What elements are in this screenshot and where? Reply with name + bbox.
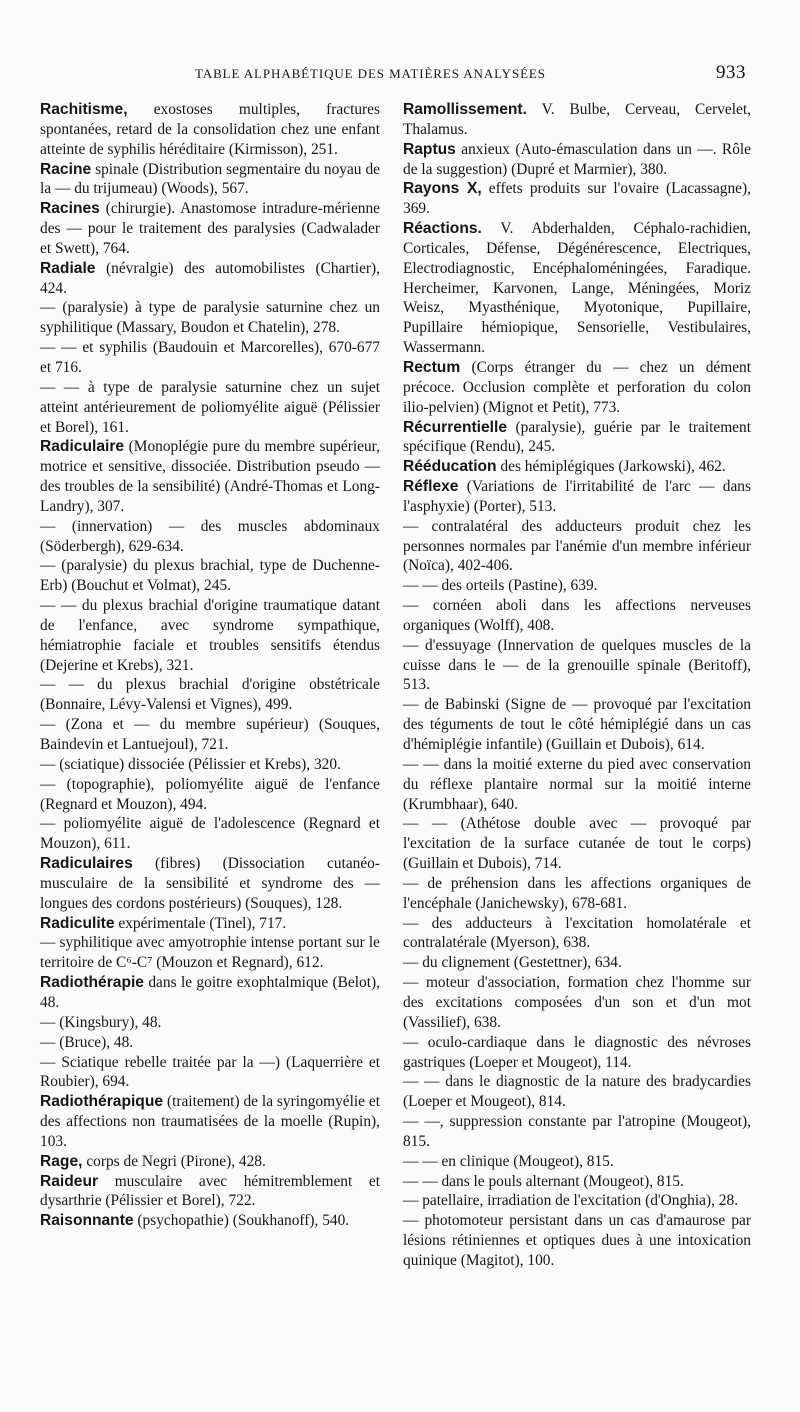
index-entry [40, 160, 380, 200]
entry-text: spinale (Distribution segmentaire du noyau de la — du trijumeau) (Woods), 567. [40, 160, 380, 198]
entry-text: — (innervation) — des muscles abdominaux (Söderbergh), 629-634. [40, 517, 380, 555]
index-entry [40, 854, 380, 914]
index-entry [403, 695, 751, 755]
entry-text: — (topographie), poliomyélite aiguë de l'enfance (Regnard et Mouzon), 494. [40, 775, 380, 813]
entry-text: — photomoteur persistant dans un cas d'amaurose par lésions rétiniennes et optiques dues à une intoxication quinique (Magitot), 100. [403, 1212, 751, 1269]
entry-text: — (Kingsbury), 48. [40, 1013, 162, 1031]
index-entry [403, 457, 751, 477]
page-number: 933 [716, 62, 746, 83]
index-entry [403, 418, 751, 458]
index-entry [403, 1191, 751, 1211]
index-entry [40, 1053, 380, 1093]
index-entry [403, 874, 751, 914]
entry-headword: Rééducation [403, 458, 497, 476]
entry-headword: Rayons X, [403, 180, 482, 198]
entry-text: — patellaire, irradiation de l'excitation (d'Onghia), 28. [403, 1192, 739, 1210]
entry-headword: Réflexe [403, 478, 459, 496]
entry-text: — — du plexus brachial d'origine traumatique datant de l'enfance, avec syndrome sympathique, hémiatrophie faciale et troubles sensitifs étendus (Dejerine et Krebs), 321. [40, 597, 380, 674]
entry-headword: Raptus [403, 140, 456, 158]
entry-text: — — du plexus brachial d'origine obstétricale (Bonnaire, Lévy-Valensi et Vignes), 499. [40, 676, 380, 714]
entry-headword: Radiculaire [40, 438, 125, 456]
index-entry [40, 775, 380, 815]
index-entry [40, 755, 380, 775]
entry-headword: Racines [40, 200, 100, 218]
entry-text: — contralatéral des adducteurs produit chez les personnes normales par l'anémie d'un membre inférieur (Noïca), 402-406. [403, 517, 751, 575]
entry-headword: Radiculite [40, 914, 115, 932]
entry-headword: Rectum [403, 358, 461, 376]
entry-text: — poliomyélite aiguë de l'adolescence (Regnard et Mouzon), 611. [40, 815, 380, 853]
entry-text: V. Abderhalden, Céphalo-rachidien, Corticales, Défense, Dégénérescence, Electriques, Electrodiagnostic, Encéphaloméningées, Faradique. Hercheimer, Karvonen, Lange, Méningées, Moriz Weisz, Myasthénique, Myotonique, Pupillaire, Pupillaire hémiopique, Sensorielle, Vestibulaires, Wassermann. [403, 220, 751, 357]
entry-text: — oculo-cardiaque dans le diagnostic des névroses gastriques (Loeper et Mougeot), 114. [403, 1033, 751, 1071]
entry-text: (Corps étranger du — chez un dément précoce. Occlusion complète et perforation du colon ilio-pelvien) (Mignot et Petit), 773. [403, 358, 751, 416]
index-entry [40, 338, 380, 378]
entry-headword: Radiculaires [40, 855, 133, 873]
index-entry [40, 1092, 380, 1152]
entry-text: — (paralysie) du plexus brachial, type de Duchenne-Erb) (Bouchut et Volmat), 245. [40, 557, 380, 595]
entry-headword: Récurrentielle [403, 418, 508, 436]
index-entry [40, 100, 380, 160]
entry-text: effets produits sur l'ovaire (Lacassagne), 369. [403, 180, 751, 218]
entry-headword: Radiothérapie [40, 974, 144, 992]
entry-text: anxieux (Auto-émasculation dans un —. Rôle de la suggestion) (Dupré et Marmier), 380. [403, 140, 751, 178]
entry-text: — — dans la moitié externe du pied avec conservation du réflexe plantaire normal sur la moitié interne (Krumbhaar), 640. [403, 755, 751, 813]
entry-text: — (Zona et — du membre supérieur) (Souques, Baindevin et Lantuejoul), 721. [40, 716, 380, 753]
entry-text: exostoses multiples, fractures spontanées, retard de la consolidation chez une enfant atteinte de syphilis héréditaire (Kirmisson), 251. [40, 101, 380, 158]
index-entry [40, 914, 380, 934]
entry-text: — des adducteurs à l'excitation homolatérale et contralatérale (Myerson), 638. [403, 914, 751, 952]
entry-text: — du clignement (Gestettner), 634. [403, 954, 622, 972]
index-entry [403, 755, 751, 815]
entry-text: V. Bulbe, Cerveau, Cervelet, Thalamus. [403, 101, 751, 138]
entry-text: — syphilitique avec amyotrophie intense portant sur le territoire de C⁶-C⁷ (Mouzon et Regnard), 612. [40, 934, 380, 972]
entry-headword: Réactions. [403, 220, 482, 238]
entry-text: — moteur d'association, formation chez l'homme sur des excitations composées d'un son et d'un mot (Vassilief), 638. [403, 974, 751, 1031]
left-column [40, 100, 380, 1231]
index-entry [403, 1033, 751, 1073]
index-entry [40, 378, 380, 438]
index-entry [403, 219, 751, 358]
entry-text: — — en clinique (Mougeot), 815. [403, 1152, 614, 1170]
index-entry [40, 1013, 380, 1033]
index-entry [40, 199, 380, 259]
index-entry [40, 814, 380, 854]
index-entry [40, 675, 380, 715]
index-entry [403, 914, 751, 954]
index-entry [403, 100, 751, 140]
index-entry [403, 179, 751, 219]
index-entry [40, 715, 380, 755]
entry-text: musculaire avec hémitremblement et dysarthrie (Pélissier et Borel), 722. [40, 1172, 380, 1210]
index-entry [403, 477, 751, 517]
index-entry [403, 140, 751, 180]
index-entry [40, 973, 380, 1013]
index-entry [40, 437, 380, 516]
entry-text: (paralysie), guérie par le traitement spécifique (Rendu), 245. [403, 418, 751, 456]
index-entry [40, 1211, 380, 1231]
entry-text: — — des orteils (Pastine), 639. [403, 577, 598, 595]
entry-text: dans le goitre exophtalmique (Belot), 48. [40, 974, 380, 1011]
entry-text: (psychopathie) (Soukhanoff), 540. [133, 1212, 350, 1230]
entry-text: (traitement) de la syringomyélie et des affections non traumatisées de la moelle (Rupin), 103. [40, 1093, 380, 1150]
index-entry [403, 814, 751, 874]
entry-text: (chirurgie). Anastomose intradure-mérienne des — pour le traitement des paralysies (Cadwalader et Swett), 764. [40, 200, 380, 257]
index-entry [40, 517, 380, 557]
entry-text: — (Bruce), 48. [40, 1033, 134, 1051]
entry-text: (fibres) (Dissociation cutanéo-musculaire de la sensibilité et syndrome des — longues des cordons postérieurs) (Souques), 128. [40, 855, 380, 912]
entry-headword: Racine [40, 160, 92, 178]
entry-text: (Monoplégie pure du membre supérieur, motrice et sensitive, dissociée. Distribution pseudo — des troubles de la sensibilité) (André-Thomas et Long-Landry), 307. [40, 438, 380, 515]
entry-text: — —, suppression constante par l'atropine (Mougeot), 815. [403, 1113, 751, 1150]
index-entry [403, 1072, 751, 1112]
entry-text: — de Babinski (Signe de — provoqué par l'excitation des téguments de tout le côté hémiplégié dans un cas d'hémiplégie infantile) (Guillain et Dubois), 614. [403, 696, 751, 753]
index-entry [40, 1172, 380, 1212]
entry-headword: Ramollissement. [403, 101, 527, 118]
index-entry [40, 933, 380, 973]
index-entry [40, 298, 380, 338]
index-entry [403, 1211, 751, 1271]
entry-text: (névralgie) des automobilistes (Chartier), 424. [40, 259, 380, 297]
index-entry [403, 596, 751, 636]
entry-text: — d'essuyage (Innervation de quelques muscles de la cuisse dans le — de la grenouille spinale (Beritoff), 513. [403, 636, 751, 694]
entry-text: — — à type de paralysie saturnine chez un sujet atteint antérieurement de poliomyélite aiguë (Pélissier et Borel), 161. [40, 378, 380, 436]
index-entry [403, 576, 751, 596]
index-entry [403, 1172, 751, 1192]
entry-text: — (sciatique) dissociée (Pélissier et Krebs), 320. [40, 755, 341, 773]
entry-headword: Radiothérapique [40, 1093, 164, 1111]
entry-headword: Rage, [40, 1152, 83, 1170]
entry-text: (Variations de l'irritabilité de l'arc — dans l'asphyxie) (Porter), 513. [403, 478, 751, 515]
index-entry [403, 636, 751, 696]
entry-text: — — (Athétose double avec — provoqué par l'excitation de la surface cutanée de tout le corps) (Guillain et Dubois), 714. [403, 815, 751, 873]
index-entry [40, 259, 380, 299]
index-entry [403, 1152, 751, 1172]
index-entry [403, 1112, 751, 1152]
entry-text: — — dans le pouls alternant (Mougeot), 815. [403, 1172, 684, 1190]
running-title: TABLE ALPHABÉTIQUE DES MATIÈRES ANALYSÉES [195, 66, 546, 81]
entry-headword: Raideur [40, 1172, 99, 1190]
index-entry [40, 596, 380, 675]
index-entry [40, 556, 380, 596]
entry-text: — cornéen aboli dans les affections nerveuses organiques (Wolff), 408. [403, 597, 751, 634]
entry-headword: Raisonnante [40, 1212, 134, 1230]
index-entry [403, 973, 751, 1033]
entry-headword: Rachitisme, [40, 101, 128, 118]
entry-text: — (paralysie) à type de paralysie saturnine chez un syphilitique (Massary, Boudon et Chatelin), 278. [40, 299, 380, 337]
index-entry [403, 517, 751, 577]
entry-text: corps de Negri (Pirone), 428. [82, 1152, 266, 1170]
index-entry [40, 1152, 380, 1172]
right-column [403, 100, 751, 1271]
running-header [0, 62, 800, 86]
index-entry [40, 1033, 380, 1053]
index-entry [403, 953, 751, 973]
entry-text: — Sciatique rebelle traitée par la —) (Laquerrière et Roubier), 694. [40, 1053, 380, 1091]
entry-text: — de préhension dans les affections organiques de l'encéphale (Janichewsky), 678-681. [403, 874, 751, 912]
entry-text: des hémiplégiques (Jarkowski), 462. [496, 458, 726, 476]
entry-headword: Radiale [40, 259, 96, 277]
entry-text: — — et syphilis (Baudouin et Marcorelles), 670-677 et 716. [40, 339, 380, 376]
entry-text: expérimentale (Tinel), 717. [114, 914, 287, 932]
entry-text: — — dans le diagnostic de la nature des bradycardies (Loeper et Mougeot), 814. [403, 1073, 751, 1111]
index-entry [403, 358, 751, 418]
